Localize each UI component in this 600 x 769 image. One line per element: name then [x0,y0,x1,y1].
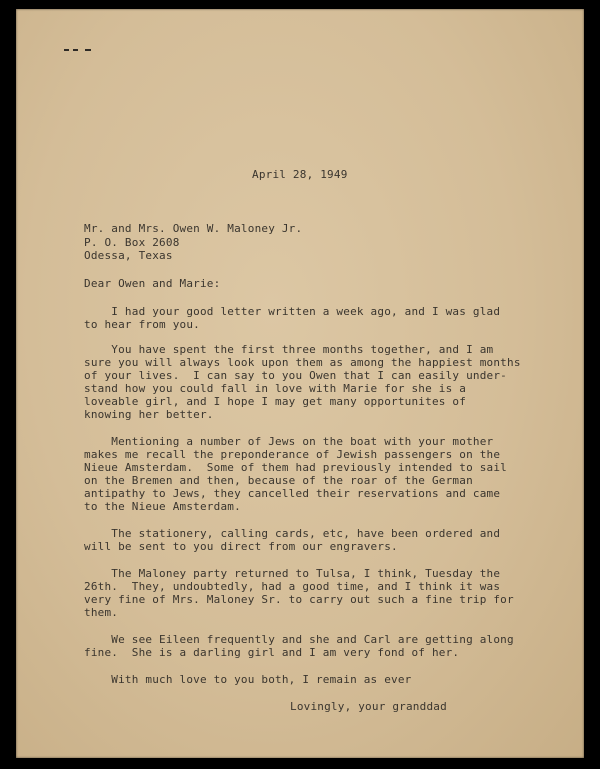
paragraph-line: will be sent to you direct from our engravers. [84,540,398,553]
paragraph-line: You have spent the first three months together, and I am [84,343,494,356]
paragraph-line: stand how you could fall in love with Marie for she is a [84,382,467,395]
paragraph-line: loveable girl, and I hope I may get many opportunites of [84,395,467,408]
recipient-line: Odessa, Texas [84,249,173,262]
paragraph-line: very fine of Mrs. Maloney Sr. to carry out such a fine trip for [84,593,514,606]
paragraph-line: Nieue Amsterdam. Some of them had previously intended to sail [84,461,507,474]
paragraph-line: The Maloney party returned to Tulsa, I think, Tuesday the [84,567,501,580]
paragraph-line: The stationery, calling cards, etc, have been ordered and [84,527,501,540]
letter-page [16,9,584,758]
paragraph-line: on the Bremen and then, because of the roar of the German [84,474,473,487]
paragraph-line: of your lives. I can say to you Owen that I can easily under- [84,369,507,382]
paragraph-line: antipathy to Jews, they cancelled their reservations and came [84,487,501,500]
paragraph-line: fine. She is a darling girl and I am very fond of her. [84,646,460,659]
paragraph-line: We see Eileen frequently and she and Carl are getting along [84,633,514,646]
paragraph-line: Mentioning a number of Jews on the boat with your mother [84,435,494,448]
letter-body [16,9,584,758]
paragraph-line: With much love to you both, I remain as ever [84,673,412,686]
recipient-line: Mr. and Mrs. Owen W. Maloney Jr. [84,222,303,235]
paragraph-line: knowing her better. [84,408,214,421]
paragraph-line: to hear from you. [84,318,200,331]
paragraph-line: to the Nieue Amsterdam. [84,500,241,513]
paragraph-line: sure you will always look upon them as among the happiest months [84,356,521,369]
paragraph-line: makes me recall the preponderance of Jewish passengers on the [84,448,501,461]
recipient-line: P. O. Box 2608 [84,236,180,249]
paragraph-line: 26th. They, undoubtedly, had a good time, and I think it was [84,580,501,593]
paragraph-line: them. [84,606,119,619]
letter-date: April 28, 1949 [252,168,348,181]
salutation: Dear Owen and Marie: [84,277,221,290]
paragraph-line: I had your good letter written a week ago, and I was glad [84,305,501,318]
closing: Lovingly, your granddad [290,700,447,713]
